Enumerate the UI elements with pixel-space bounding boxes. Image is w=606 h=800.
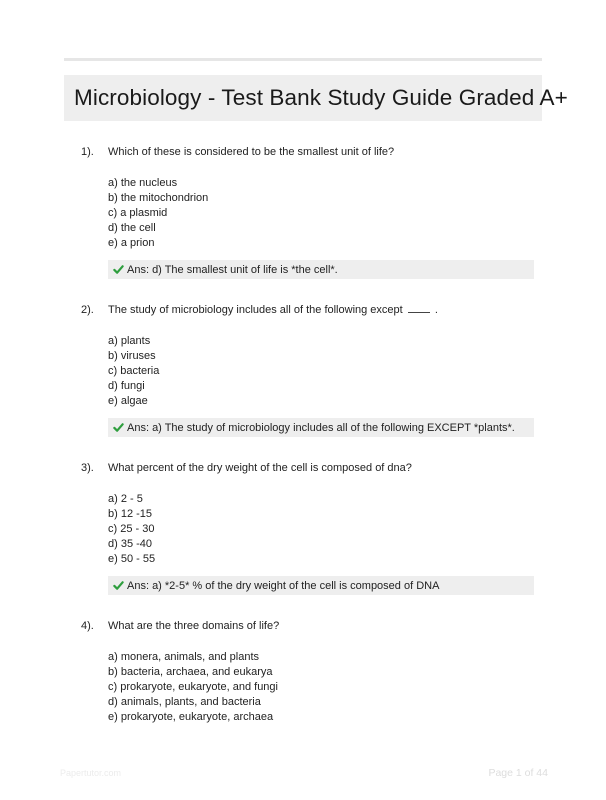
answer-box <box>108 260 534 279</box>
question-text-before-blank: The study of microbiology includes all of the following except <box>108 304 403 316</box>
option-b: b) viruses <box>108 350 156 362</box>
option-c: c) 25 - 30 <box>108 523 155 535</box>
answer-box <box>108 418 534 437</box>
option-e: e) a prion <box>108 237 155 249</box>
option-e: e) algae <box>108 395 148 407</box>
option-list <box>108 650 278 725</box>
title-banner <box>64 75 568 121</box>
question-number: 4). <box>81 620 94 632</box>
answer-text: Ans: a) *2-5* % of the dry weight of the cell is composed of DNA <box>127 579 440 592</box>
option-a: a) 2 - 5 <box>108 493 143 505</box>
answer-text: Ans: a) The study of microbiology includes all of the following EXCEPT *plants*. <box>127 421 515 434</box>
page-number: Page 1 of 44 <box>488 767 548 779</box>
option-a: a) monera, animals, and plants <box>108 651 260 663</box>
option-d: d) the cell <box>108 222 156 234</box>
check-icon <box>113 580 124 591</box>
question-number: 3). <box>81 462 94 474</box>
option-d: d) 35 -40 <box>108 538 153 550</box>
option-a: a) plants <box>108 335 151 347</box>
option-c: c) a plasmid <box>108 207 168 219</box>
question-number: 1). <box>81 146 94 158</box>
question-text <box>108 304 438 316</box>
question-text-after-blank: . <box>434 304 438 316</box>
question-number: 2). <box>81 304 94 316</box>
check-icon <box>113 422 124 433</box>
answer-box <box>108 576 534 595</box>
option-a: a) the nucleus <box>108 177 178 189</box>
top-divider <box>64 58 542 61</box>
footer-watermark: Papertutor.com <box>60 768 122 778</box>
option-b: b) bacteria, archaea, and eukarya <box>108 666 273 678</box>
option-d: d) animals, plants, and bacteria <box>108 696 261 708</box>
option-list <box>108 492 155 567</box>
option-b: b) the mitochondrion <box>108 192 209 204</box>
option-c: c) bacteria <box>108 365 160 377</box>
question-text: What are the three domains of life? <box>108 620 280 632</box>
option-e: e) 50 - 55 <box>108 553 156 565</box>
option-list <box>108 334 159 409</box>
option-e: e) prokaryote, eukaryote, archaea <box>108 711 274 723</box>
answer-blank <box>408 304 430 313</box>
question-text: What percent of the dry weight of the cell is composed of dna? <box>108 462 412 474</box>
check-icon <box>113 264 124 275</box>
option-list <box>108 176 208 251</box>
option-c: c) prokaryote, eukaryote, and fungi <box>108 681 278 693</box>
page-title: Microbiology - Test Bank Study Guide Graded A+ <box>74 85 568 110</box>
question-text: Which of these is considered to be the smallest unit of life? <box>108 146 395 158</box>
option-b: b) 12 -15 <box>108 508 153 520</box>
answer-text: Ans: d) The smallest unit of life is *the cell*. <box>127 263 338 276</box>
option-d: d) fungi <box>108 380 145 392</box>
